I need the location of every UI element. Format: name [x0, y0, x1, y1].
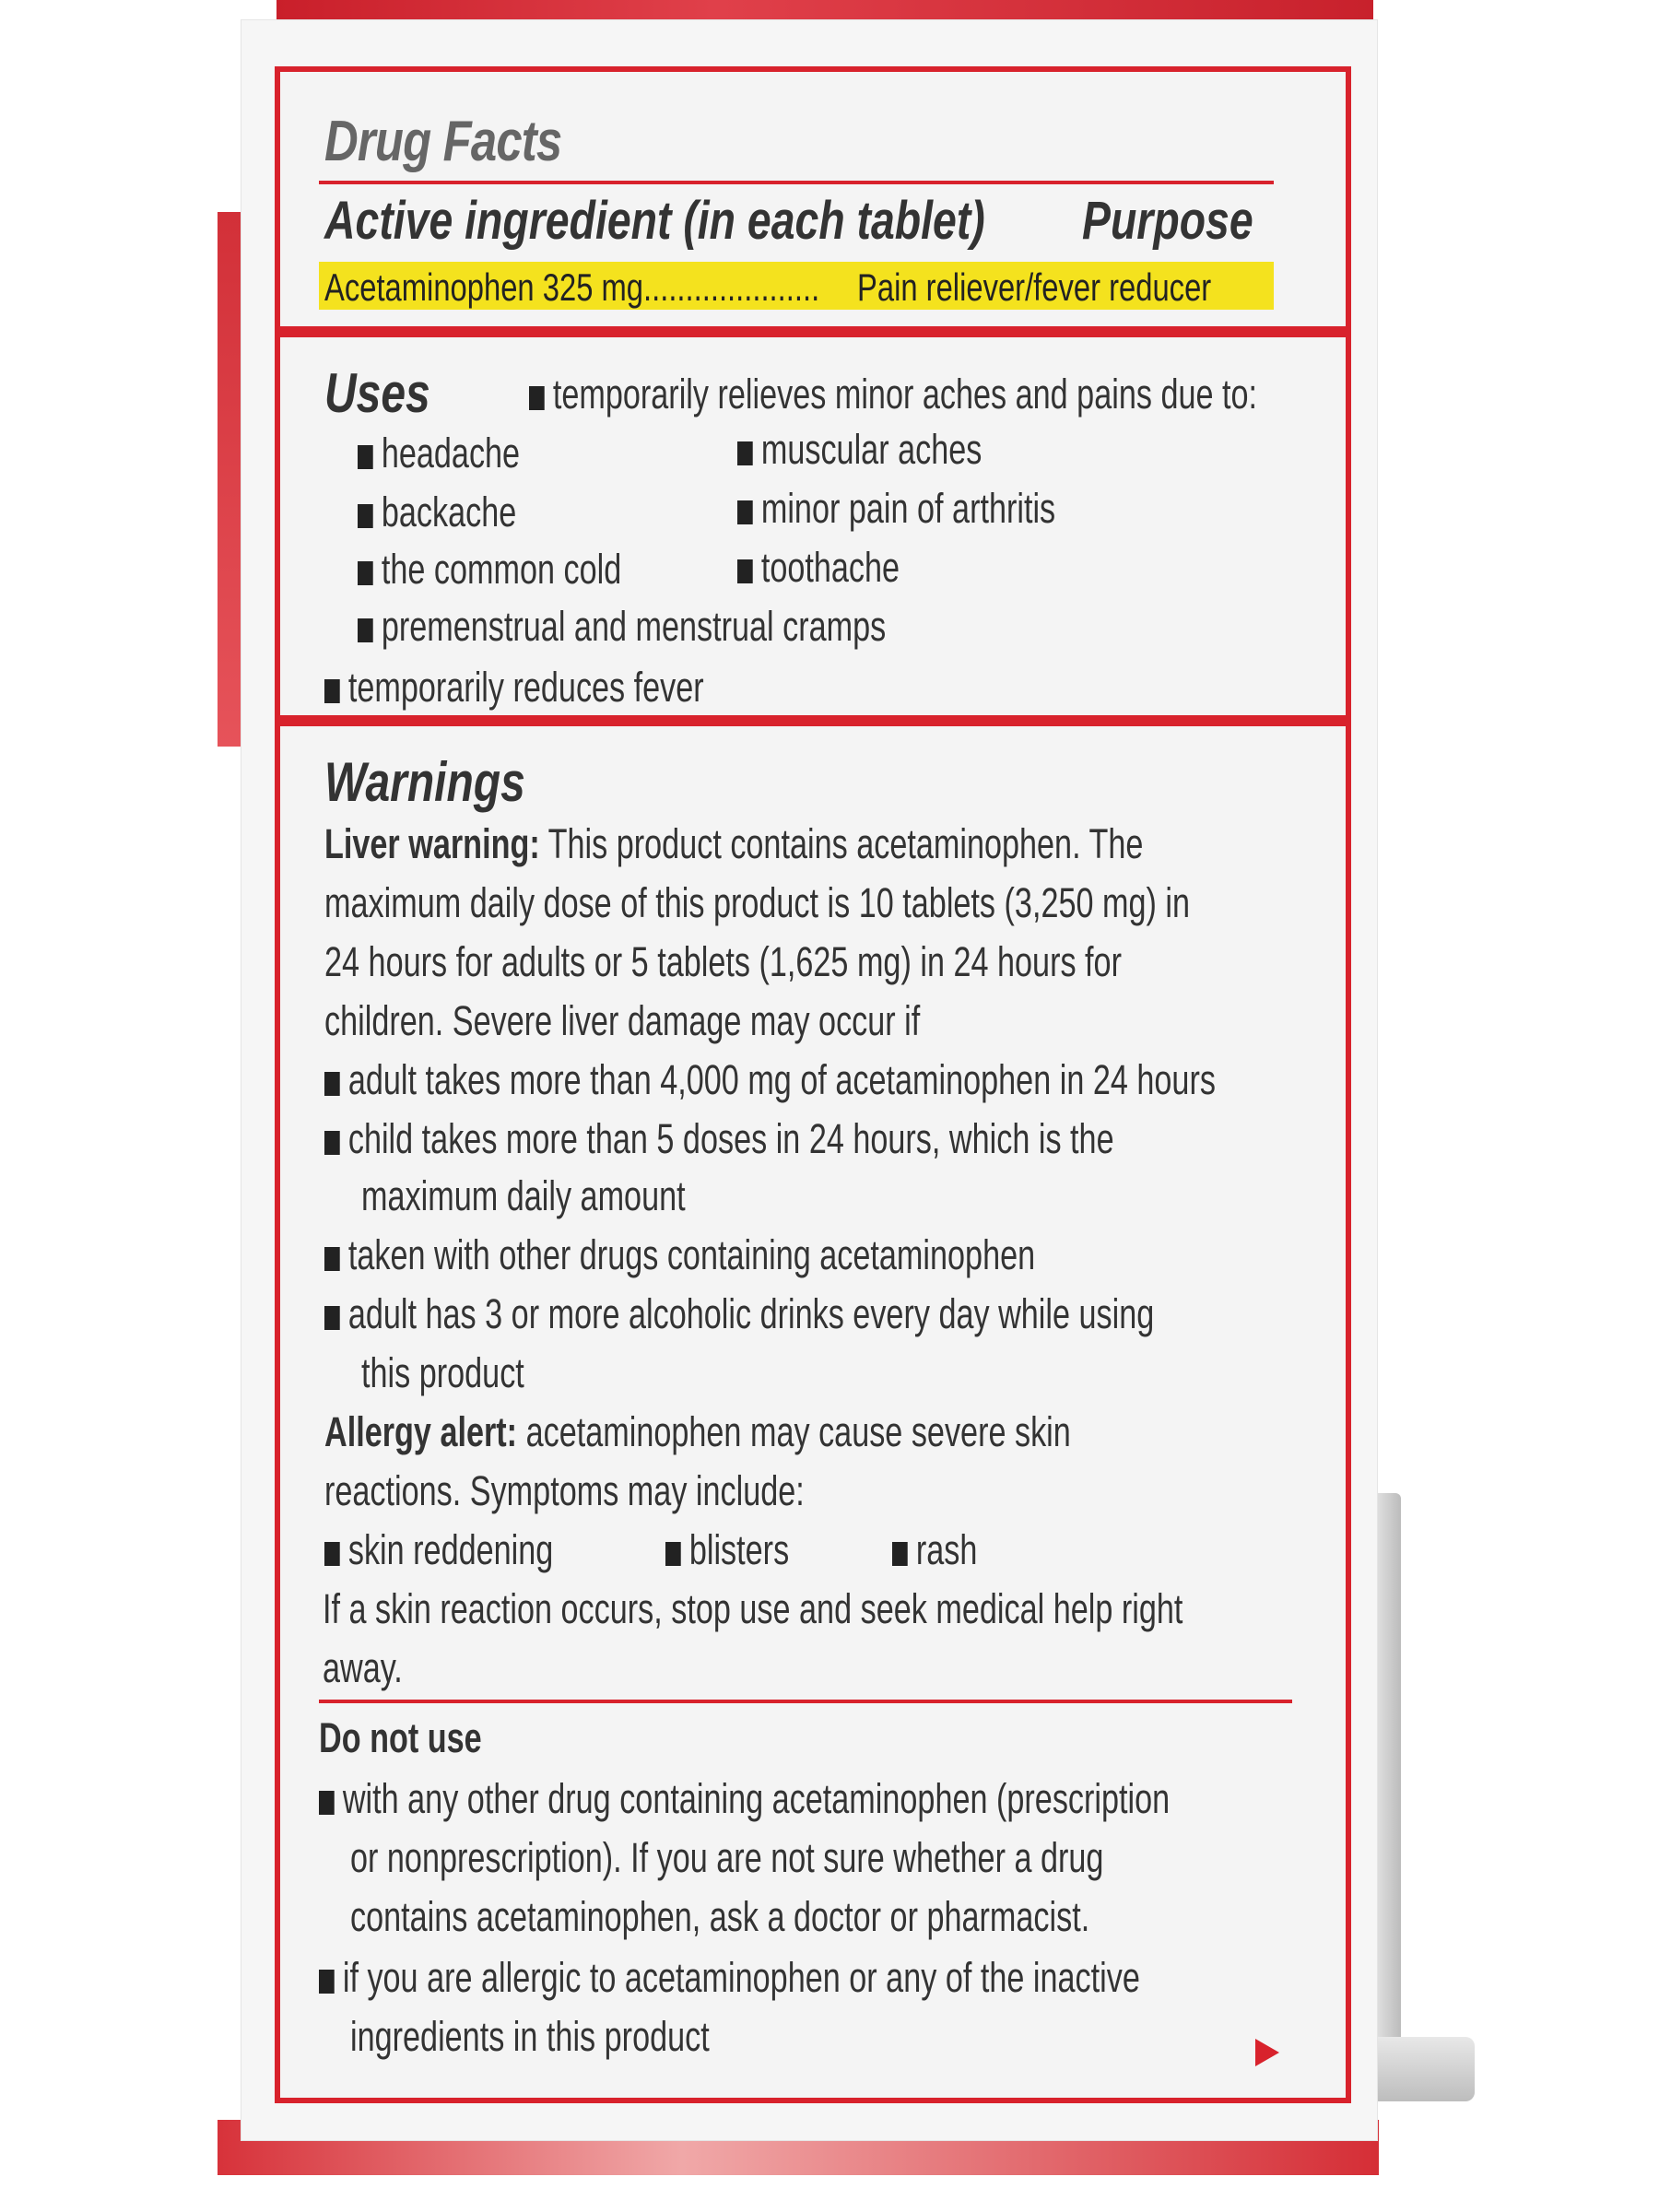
bullet-icon — [737, 559, 753, 583]
uses-intro-text: temporarily relieves minor aches and pains due to: — [552, 371, 1258, 418]
bullet-icon — [665, 1542, 681, 1566]
do-not-use-item — [319, 1954, 1140, 2002]
do-not-use-text: if you are allergic to acetaminophen or any of the inactive — [342, 1954, 1140, 2001]
use-item-text: premenstrual and menstrual cramps — [381, 603, 887, 650]
use-item-text: the common cold — [381, 546, 622, 593]
bullet-icon — [324, 1542, 340, 1566]
purpose-heading: Purpose — [1082, 191, 1253, 251]
liver-bullet-continued: this product — [361, 1349, 524, 1396]
section-divider-uses — [280, 326, 1346, 337]
use-fever — [324, 664, 704, 712]
bullet-icon — [324, 1072, 340, 1096]
liver-bullet-continued: maximum daily amount — [361, 1172, 686, 1219]
liver-warning-label: Liver warning: — [324, 820, 540, 867]
use-item — [358, 488, 516, 536]
title-divider — [319, 181, 1274, 184]
use-item — [358, 603, 886, 651]
warnings-heading: Warnings — [324, 751, 525, 813]
bullet-icon — [324, 1306, 340, 1330]
liver-warning-line — [324, 820, 1143, 868]
use-item-text: backache — [381, 488, 517, 535]
liver-bullet-text: taken with other drugs containing acetaminophen — [347, 1231, 1036, 1278]
bullet-icon — [529, 386, 545, 410]
allergy-alert-line: reactions. Symptoms may include: — [324, 1467, 805, 1514]
use-item — [737, 426, 982, 474]
do-not-use-text: with any other drug containing acetaminophen (prescription — [342, 1775, 1171, 1822]
do-not-use-continued: ingredients in this product — [350, 2013, 710, 2060]
ingredient-purpose: Pain reliever/fever reducer — [857, 265, 1212, 309]
symptom-item — [324, 1526, 553, 1574]
liver-bullet-text: adult takes more than 4,000 mg of acetaminophen in 24 hours — [347, 1056, 1216, 1103]
liver-warning-line: 24 hours for adults or 5 tablets (1,625 mg) in 24 hours for — [324, 938, 1122, 985]
bullet-icon — [737, 500, 753, 524]
reaction-line: If a skin reaction occurs, stop use and seek medical help right — [323, 1585, 1183, 1632]
bullet-icon — [358, 561, 373, 585]
liver-warning-line: maximum daily dose of this product is 10 tablets (3,250 mg) in — [324, 879, 1191, 926]
liver-bullet-text: adult has 3 or more alcoholic drinks every day while using — [347, 1290, 1155, 1337]
do-not-use-item — [319, 1775, 1170, 1823]
bullet-icon — [319, 1791, 335, 1815]
bullet-icon — [324, 679, 340, 703]
symptom-item — [892, 1526, 977, 1574]
use-fever-text: temporarily reduces fever — [347, 664, 704, 711]
active-ingredient-heading: Active ingredient (in each tablet) — [324, 191, 985, 251]
liver-bullet — [324, 1231, 1035, 1279]
use-item-text: headache — [381, 429, 521, 477]
drug-facts-title: Drug Facts — [324, 110, 562, 173]
do-not-use-continued: or nonprescription). If you are not sure whether a drug — [350, 1834, 1104, 1881]
use-item — [737, 544, 900, 592]
do-not-use-heading: Do not use — [319, 1714, 482, 1761]
uses-heading: Uses — [324, 362, 430, 424]
allergy-alert-text: acetaminophen may cause severe skin — [517, 1408, 1071, 1455]
liver-warning-text: This product contains acetaminophen. The — [539, 820, 1144, 867]
symptom-text: rash — [915, 1526, 978, 1573]
do-not-use-continued: contains acetaminophen, ask a doctor or pharmacist. — [350, 1893, 1090, 1940]
bullet-icon — [319, 1970, 335, 1994]
continue-arrow-icon — [1255, 2039, 1279, 2066]
use-item — [358, 546, 621, 594]
reaction-line: away. — [323, 1644, 403, 1691]
bullet-icon — [737, 441, 753, 465]
use-item-text: toothache — [760, 544, 900, 591]
liver-bullet-text: child takes more than 5 doses in 24 hours, which is the — [347, 1115, 1114, 1162]
bullet-icon — [358, 618, 373, 642]
symptom-text: blisters — [688, 1526, 790, 1573]
bullet-icon — [892, 1542, 908, 1566]
ingredient-line: Acetaminophen 325 mg..................... — [324, 265, 820, 309]
symptom-item — [665, 1526, 789, 1574]
use-item — [358, 429, 520, 477]
bullet-icon — [324, 1247, 340, 1271]
allergy-alert-label: Allergy alert: — [324, 1408, 518, 1455]
use-item-text: muscular aches — [760, 426, 982, 473]
liver-warning-line: children. Severe liver damage may occur if — [324, 997, 921, 1044]
allergy-alert-line — [324, 1408, 1071, 1456]
use-item-text: minor pain of arthritis — [760, 485, 1056, 532]
section-divider-warnings — [280, 715, 1346, 726]
bullet-icon — [358, 504, 373, 528]
bullet-icon — [324, 1131, 340, 1155]
do-not-use-divider — [319, 1700, 1292, 1703]
use-item — [737, 485, 1055, 533]
liver-bullet — [324, 1056, 1216, 1104]
liver-bullet — [324, 1290, 1154, 1338]
bullet-icon — [358, 445, 373, 469]
uses-intro — [529, 371, 1257, 418]
symptom-text: skin reddening — [347, 1526, 554, 1573]
liver-bullet — [324, 1115, 1114, 1163]
